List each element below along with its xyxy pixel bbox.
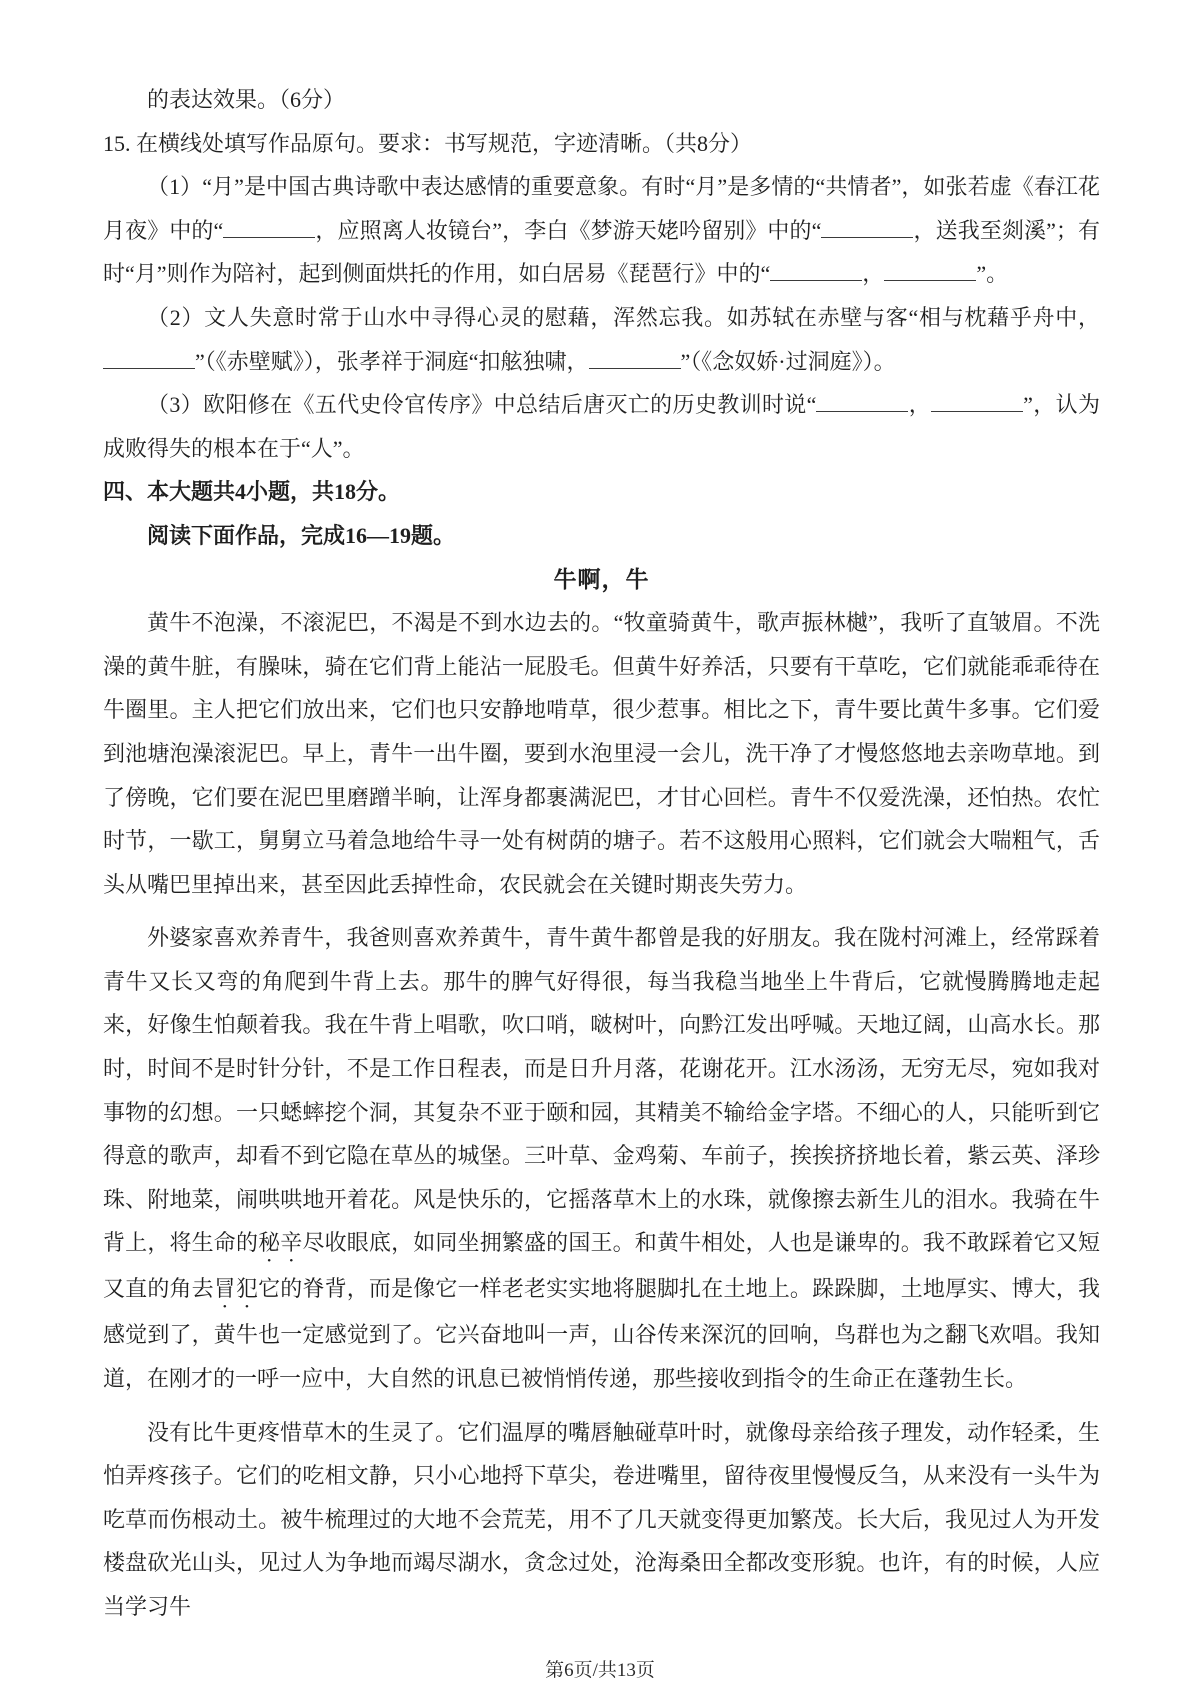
section-4-heading: 四、本大题共4小题，共18分。 <box>103 479 401 505</box>
text-run: （3）欧阳修在《五代史伶官传序》中总结后唐灭亡的历史教训时说“ <box>147 392 817 418</box>
text-run: ，送我至剡溪”；有时“月”则作为陪衬，起到侧面烘托的作用，如白居易《琵琶行》中的“ <box>103 217 1101 287</box>
answer-blank <box>821 237 913 238</box>
question-15-part-1 <box>103 165 1100 296</box>
text-run: ”，认为成败得失的根本在于“人”。 <box>103 392 1100 461</box>
question-15-part-3 <box>103 383 1100 470</box>
text-run: ，应照离人妆镜台”，李白《梦游天姥吟留别》中的“ <box>315 217 822 243</box>
emphasized-term: 秘辛 <box>258 1230 303 1256</box>
text-run: 尽收眼底，如同坐拥繁盛的国王。和黄牛相处，人也是谦卑的。我不敢踩着它又短又直的角去 <box>103 1230 1100 1302</box>
reading-instruction: 阅读下面作品，完成16—19题。 <box>147 522 456 548</box>
text-run: ， <box>908 392 932 418</box>
text-run: ”（《念奴娇·过洞庭》）。 <box>680 348 896 374</box>
carryover-line: 的表达效果。（6分） <box>147 87 346 112</box>
answer-blank <box>589 368 681 369</box>
text-run: （1）“月”是中国古典诗歌中表达感情的重要意象。有时“月”是多情的“共情者”，如张若虚《春江花月夜》中的“ <box>103 174 1100 243</box>
essay-body <box>103 601 1100 1628</box>
text-run: 没有比牛更疼惜草木的生灵了。它们温厚的嘴唇触碰草叶时，就像母亲给孩子理发，动作轻柔，生怕弄疼孩子。它们的吃相文静，只小心地捋下草尖，卷进嘴里，留待夜里慢慢反刍，从来没有一头牛为吃草而伤根动土。被牛梳理过的大地不会荒芜，用不了几天就变得更加繁茂。长大后，我见过人为开发楼盘砍光山头，见过人为争地而竭尽湖水，贪念过处，沧海桑田全都改变形貌。也许，有的时候，人应当学习牛 <box>103 1419 1100 1619</box>
text-run: 黄牛不泡澡，不滚泥巴，不渴是不到水边去的。“牧童骑黄牛，歌声振林樾”，我听了直皱眉。不洗澡的黄牛脏，有臊味，骑在它们背上能沾一屁股毛。但黄牛好养活，只要有干草吃，它们就能乖乖待在牛圈里。主人把它们放出来，它们也只安静地啃草，很少惹事。相比之下，青牛要比黄牛多事。它们爱到池塘泡澡滚泥巴。早上，青牛一出牛圈，要到水泡里浸一会儿，洗干净了才慢悠悠地去亲吻草地。到了傍晚，它们要在泥巴里磨蹭半晌，让浑身都裹满泥巴，才甘心回栏。青牛不仅爱洗澡，还怕热。农忙时节，一歇工，舅舅立马着急地给牛寻一处有树荫的塘子。若不这般用心照料，它们就会大喘粗气，舌头从嘴巴里掉出来，甚至因此丢掉性命，农民就会在关键时期丧失劳力。 <box>103 610 1100 897</box>
question-15-stem: 15. 在横线处填写作品原句。要求：书写规范，字迹清晰。（共8分） <box>103 130 753 156</box>
text-run: 外婆家喜欢养青牛，我爸则喜欢养黄牛，青牛黄牛都曾是我的好朋友。我在陇村河滩上，经常踩着青牛又长又弯的角爬到牛背上去。那牛的脾气好得很，每当我稳当地坐上牛背后，它就慢腾腾地走起来，好像生怕颠着我。我在牛背上唱歌，吹口哨，啵树叶，向黔江发出呼喊。天地辽阔，山高水长。那时，时间不是时针分针，不是工作日程表，而是日升月落，花谢花开。江水汤汤，无穷无尽，宛如我对事物的幻想。一只蟋蟀挖个洞，其复杂不亚于颐和园，其精美不输给金字塔。不细心的人，只能听到它得意的歌声，却看不到它隐在草丛的城堡。三叶草、金鸡菊、车前子，挨挨挤挤地长着，紫云英、泽珍珠、附地菜，闹哄哄地开着花。风是快乐的，它摇落草木上的水珠，就像擦去新生儿的泪水。我骑在牛背上，将生命的 <box>103 925 1100 1256</box>
essay-paragraph-3 <box>103 1411 1100 1629</box>
essay-title: 牛啊，牛 <box>553 566 650 592</box>
text-run: （2）文人失意时常于山水中寻得心灵的慰藉，浑然忘我。如苏轼在赤壁与客“相与枕藉乎舟中， <box>147 304 1100 330</box>
text-run: ”（《赤壁赋》），张孝祥于洞庭“扣舷独啸， <box>195 348 589 374</box>
emphasized-term: 冒犯 <box>213 1276 259 1302</box>
text-run: ， <box>862 261 885 287</box>
answer-blank <box>816 411 908 412</box>
answer-blank <box>884 280 976 281</box>
essay-paragraph-2 <box>103 916 1100 1400</box>
text-run: ”。 <box>976 261 1009 287</box>
answer-blank <box>223 237 315 238</box>
text-run: 它的脊背，而是像它一样老老实实地将腿脚扎在土地上。跺跺脚，土地厚实、博大，我感觉到了，黄牛也一定感觉到了。它兴奋地叫一声，山谷传来深沉的回响，鸟群也为之翻飞欢唱。我知道，在刚才的一呼一应中，大自然的讯息已被悄悄传递，那些接收到指令的生命正在蓬勃生长。 <box>103 1276 1100 1392</box>
answer-blank <box>770 280 862 281</box>
answer-blank <box>931 411 1023 412</box>
answer-blank <box>103 368 195 369</box>
page-number: 第6页/共13页 <box>545 1660 655 1681</box>
essay-paragraph-1 <box>103 601 1100 906</box>
question-15-part-2 <box>103 296 1100 383</box>
